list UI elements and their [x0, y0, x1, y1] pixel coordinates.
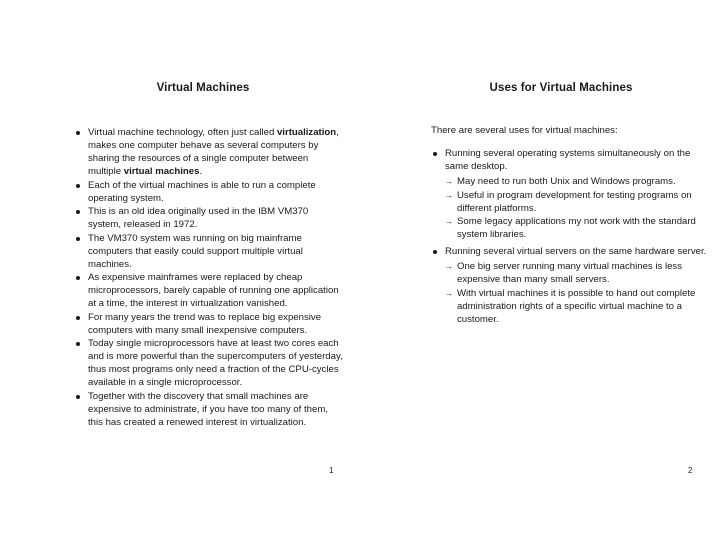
arrow-right-icon: →	[445, 217, 453, 226]
right-page-number: 2	[688, 466, 693, 475]
arrow-right-icon: →	[445, 262, 453, 271]
left-bullet-list	[88, 126, 343, 429]
list-item: As expensive mainframes were replaced by cheap microprocessors, barely capable of running one application at a time, the interest in virtualization vanished.	[88, 271, 343, 310]
arrow-right-icon: →	[445, 190, 453, 200]
list-item: This is an old idea originally used in the IBM VM370 system, released in 1972.	[88, 205, 343, 231]
right-slide-title: Uses for Virtual Machines	[489, 82, 633, 94]
bold-term: virtual machines	[123, 166, 200, 177]
bullet-icon	[433, 250, 437, 254]
sub-bullet-list	[445, 260, 707, 326]
bullet-icon	[76, 342, 80, 346]
bullet-icon	[76, 316, 80, 320]
right-intro-text: There are several uses for virtual machines:	[431, 125, 618, 136]
bullet-icon	[76, 237, 80, 241]
bullet-icon	[76, 210, 80, 214]
list-item: Together with the discovery that small machines are expensive to administrate, if you have too many of them, this has created a renewed interest in virtualization.	[88, 390, 343, 429]
list-item: Virtual machine technology, often just called virtualization, makes one computer behave as several computers by sharing the resources of a single computer between multiple virtual machines.	[88, 126, 343, 178]
sub-list-item: → Useful in program development for testing programs on different platforms.	[445, 189, 692, 214]
arrow-right-icon: →	[445, 177, 453, 186]
left-page-number: 1	[329, 466, 334, 475]
bullet-icon	[76, 184, 80, 188]
list-item: The VM370 system was running on big mainframe computers that easily could support multiple virtual machines.	[88, 232, 343, 271]
sub-list-item: → Some legacy applications my not work with the standard system libraries.	[445, 216, 696, 240]
list-item: For many years the trend was to replace big expensive computers with many small inexpensive computers.	[88, 311, 343, 337]
bullet-icon	[76, 131, 80, 135]
bold-term: virtualization	[276, 127, 337, 138]
list-item: Each of the virtual machines is able to run a complete operating system.	[88, 179, 343, 205]
right-bullet-list	[445, 147, 707, 330]
sub-list-item: → With virtual machines it is possible to hand out complete administration rights of a specific virtual machine to a customer.	[445, 287, 696, 325]
arrow-right-icon: →	[445, 288, 453, 298]
left-slide-title: Virtual Machines	[156, 82, 250, 94]
bullet-icon	[76, 395, 80, 399]
list-item: Running several virtual servers on the same hardware server. → One big server running many virtual machines is less expensive than many small servers. → With virtual machines it is possible to hand out complete administration rights of a specific virtual machine to a customer.	[445, 245, 707, 326]
list-item: Running several operating systems simultaneously on the same desktop. → May need to run both Unix and Windows programs. → Useful in program development for testing programs on different platforms. → Some legacy applications my not work with the standard system libraries.	[445, 147, 707, 241]
bullet-icon	[433, 152, 437, 156]
list-item: Today single microprocessors have at least two cores each and is more powerful than the supercomputers of yesterday, thus most programs only need a fraction of the CPU-cycles available in a single microprocessor.	[88, 337, 343, 389]
sub-list-item: → May need to run both Unix and Windows programs.	[445, 176, 676, 187]
bullet-icon	[76, 276, 80, 280]
sub-bullet-list	[445, 175, 707, 241]
sub-list-item: → One big server running many virtual machines is less expensive than many small servers.	[445, 261, 683, 285]
